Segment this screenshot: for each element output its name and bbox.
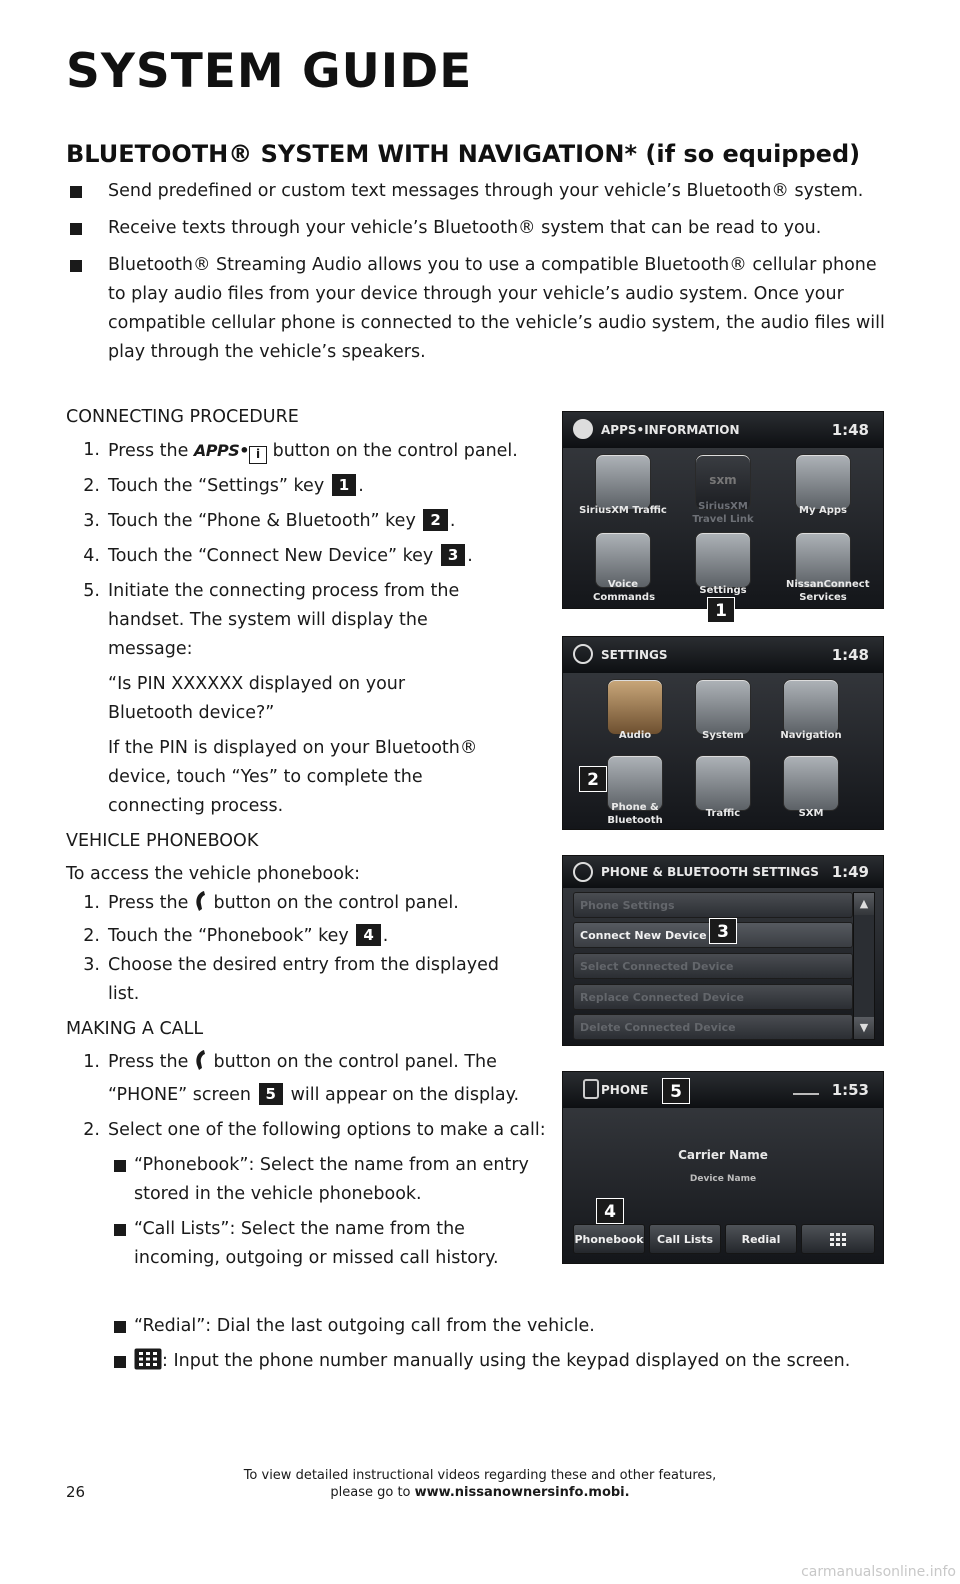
phonebook-heading: VEHICLE PHONEBOOK [66, 831, 259, 851]
system-tile[interactable] [695, 679, 751, 735]
list-item [66, 1215, 556, 1273]
tile-label: NissanConnect Services [786, 579, 870, 603]
phonebook-step-1 [66, 889, 556, 922]
step-number: 2. [83, 926, 100, 946]
page-number: 26 [66, 1483, 86, 1501]
settings-screen [562, 636, 884, 830]
option-text: “Call Lists”: Select the name from the incoming, outgoing or missed call history. [134, 1219, 499, 1268]
connect-step-5 [66, 577, 556, 821]
step-text: will appear on the display. [290, 1085, 520, 1105]
bullet-text: Receive texts through your vehicle’s Bluetooth® system that can be read to you. [108, 218, 822, 238]
screen-title-bar [563, 637, 883, 673]
callout-badge: 2 [423, 509, 447, 531]
step-number: 1. [83, 440, 100, 460]
callout-badge: 4 [356, 924, 380, 946]
list-item [66, 1312, 896, 1341]
tile-label: System [702, 730, 744, 741]
footer-line-2 [0, 1484, 960, 1501]
watermark: carmanualsonline.info [801, 1564, 956, 1580]
callout-badge: 5 [259, 1083, 283, 1105]
call-step-2 [66, 1116, 556, 1145]
apps-information-screen [562, 411, 884, 609]
step-number: 4. [83, 546, 100, 566]
screen-title: APPS•INFORMATION [601, 423, 740, 437]
phone-bluetooth-settings-screen [562, 855, 884, 1046]
connect-step-1 [66, 436, 556, 466]
call-lists-button[interactable]: Call Lists [649, 1224, 721, 1254]
tile-label: Settings [699, 585, 747, 596]
bullet-square-icon [114, 1160, 126, 1172]
phone-screen-icon [583, 1079, 599, 1099]
bullet-square-icon [114, 1224, 126, 1236]
menu-item[interactable]: Replace Connected Device [573, 984, 853, 1010]
phonebook-lead: To access the vehicle phonebook: [66, 864, 361, 884]
footer-url-link[interactable]: www.nissanownersinfo.mobi. [414, 1485, 630, 1500]
step-text: Press the [108, 1052, 189, 1072]
bullet-square-icon [70, 260, 82, 272]
bullet-square-icon [114, 1321, 126, 1333]
sxm-tile[interactable] [783, 755, 839, 811]
bullet-square-icon [114, 1356, 126, 1368]
screen-title-bar [563, 856, 883, 888]
menu-item[interactable]: Select Connected Device [573, 953, 853, 979]
step-number: 1. [83, 1052, 100, 1072]
redial-button[interactable]: Redial [725, 1224, 797, 1254]
option-text: “Redial”: Dial the last outgoing call from the vehicle. [134, 1316, 595, 1336]
footer-note [0, 1467, 960, 1501]
keypad-button[interactable] [801, 1224, 875, 1254]
list-item [66, 1347, 896, 1380]
step-text: Choose the desired entry from the displayed list. [108, 955, 499, 1004]
step-number: 1. [83, 893, 100, 913]
menu-item[interactable]: Phone Settings [573, 892, 853, 918]
phone-handset-icon [194, 1049, 208, 1081]
signal-status-icon [793, 1085, 819, 1095]
tile-label: Navigation [780, 730, 842, 741]
section-heading: BLUETOOTH® SYSTEM WITH NAVIGATION* (if so equipped) [66, 140, 861, 168]
step-number: 2. [83, 476, 100, 496]
scroll-up-arrow-icon[interactable]: ▲ [854, 893, 874, 915]
carrier-name: Carrier Name [678, 1148, 768, 1162]
my-apps-tile[interactable] [795, 454, 851, 510]
connect-step-3 [66, 507, 556, 536]
scroll-down-arrow-icon[interactable]: ▼ [854, 1017, 874, 1039]
step-text: Touch the “Settings” key [108, 476, 325, 496]
call-options-continued [66, 1312, 896, 1386]
step-text: button on the control panel. [272, 441, 518, 461]
gear-icon [573, 644, 593, 664]
screen-clock: 1:53 [831, 1081, 869, 1099]
bullet-square-icon [70, 186, 82, 198]
step-number: 2. [83, 1120, 100, 1140]
connecting-heading: CONNECTING PROCEDURE [66, 407, 299, 427]
callout-badge: 3 [441, 544, 465, 566]
tile-label: SiriusXM Traffic [579, 505, 667, 516]
sxm-logo: sxm [709, 473, 737, 487]
step-number: 3. [83, 955, 100, 975]
step-text: Initiate the connecting process from the handset. The system will display the message: [108, 581, 460, 659]
connect-step-4 [66, 542, 556, 571]
step-text: Touch the “Phonebook” key [108, 926, 349, 946]
footer-line-1: To view detailed instructional videos regarding these and other features, [243, 1468, 717, 1483]
apps-button-glyph: APPS• [193, 441, 250, 460]
screen-title: PHONE & BLUETOOTH SETTINGS [601, 865, 819, 879]
phonebook-step-2 [66, 922, 556, 951]
step-period: . [449, 511, 456, 531]
menu-item[interactable]: Connect New Device [573, 922, 853, 948]
screen-clock: 1:48 [831, 421, 869, 439]
call-step-1 [66, 1048, 556, 1110]
callout-4: 4 [596, 1198, 624, 1224]
pin-note: If the PIN is displayed on your Bluetooth® device, touch “Yes” to complete the connecting process. [108, 738, 478, 816]
screen-title-bar [563, 412, 883, 448]
phone-handset-icon [194, 890, 208, 922]
option-text: : Input the phone number manually using the keypad displayed on the screen. [162, 1351, 851, 1371]
screen-title: SETTINGS [601, 648, 668, 662]
screen-title-bar [563, 1072, 883, 1108]
tile-label: Audio [618, 730, 652, 741]
step-number: 5. [83, 581, 100, 601]
step-text: Touch the “Phone & Bluetooth” key [108, 511, 416, 531]
step-period: . [382, 926, 389, 946]
info-icon [573, 419, 593, 439]
tile-label: SiriusXM Travel Link [692, 501, 754, 525]
tile-label: My Apps [799, 505, 847, 516]
phonebook-step-3 [66, 951, 556, 1009]
step-text: Press the [108, 893, 189, 913]
callout-3: 3 [709, 918, 737, 944]
traffic-tile[interactable] [695, 755, 751, 811]
connect-step-2 [66, 472, 556, 501]
bullet-text: Send predefined or custom text messages through your vehicle’s Bluetooth® system. [108, 181, 864, 201]
step-text: button on the control panel. The “PHONE” screen [108, 1052, 497, 1105]
step-text: Touch the “Connect New Device” key [108, 546, 434, 566]
phone-screen [562, 1071, 884, 1264]
page-title: SYSTEM GUIDE [66, 44, 473, 99]
tile-label: Voice Commands [593, 579, 656, 603]
list-item [66, 251, 896, 367]
bullet-square-icon [70, 223, 82, 235]
callout-1: 1 [707, 597, 735, 623]
menu-item[interactable]: Delete Connected Device [573, 1014, 853, 1040]
step-text: Select one of the following options to make a call: [108, 1120, 546, 1140]
list-item [66, 1151, 556, 1209]
gear-icon [573, 862, 593, 882]
audio-tile[interactable] [607, 679, 663, 735]
step-period: . [358, 476, 364, 496]
list-item [66, 177, 896, 206]
footer-text: please go to [330, 1485, 411, 1500]
settings-tile[interactable] [695, 532, 751, 588]
step-period: . [467, 546, 473, 566]
callout-badge: 1 [332, 474, 356, 496]
tile-label: Traffic [705, 808, 741, 819]
step-number: 3. [83, 511, 100, 531]
instructions-column [66, 403, 556, 1279]
tile-label: SXM [798, 808, 824, 819]
keypad-icon [134, 1348, 162, 1380]
option-text: “Phonebook”: Select the name from an entry stored in the vehicle phonebook. [134, 1155, 529, 1204]
step-text: Press the [108, 441, 189, 461]
call-heading: MAKING A CALL [66, 1019, 204, 1039]
pin-message: “Is PIN XXXXXX displayed on your Bluetooth device?” [108, 674, 406, 723]
list-item [66, 214, 896, 243]
callout-2: 2 [579, 766, 607, 792]
callout-5: 5 [662, 1078, 690, 1104]
device-name: Device Name [689, 1174, 757, 1184]
screen-clock: 1:48 [831, 646, 869, 664]
info-icon: i [249, 446, 267, 464]
bullet-text: Bluetooth® Streaming Audio allows you to use a compatible Bluetooth® cellular phone to play audio files from your device through your vehicle’s audio system. Once your compatible cellular phone is connected to the vehicle’s audio system, the audio files will play through the vehicle’s speakers. [108, 255, 885, 362]
step-text: button on the control panel. [213, 893, 459, 913]
screen-title: PHONE [601, 1083, 649, 1097]
keypad-icon [830, 1233, 846, 1247]
phonebook-button[interactable]: Phonebook [573, 1224, 645, 1254]
scrollbar[interactable] [853, 892, 875, 1040]
intro-bullet-list [66, 177, 896, 375]
navigation-tile[interactable] [783, 679, 839, 735]
screen-clock: 1:49 [831, 863, 869, 881]
tile-label: Phone & Bluetooth [607, 802, 663, 826]
siriusxm-traffic-tile[interactable] [595, 454, 651, 510]
